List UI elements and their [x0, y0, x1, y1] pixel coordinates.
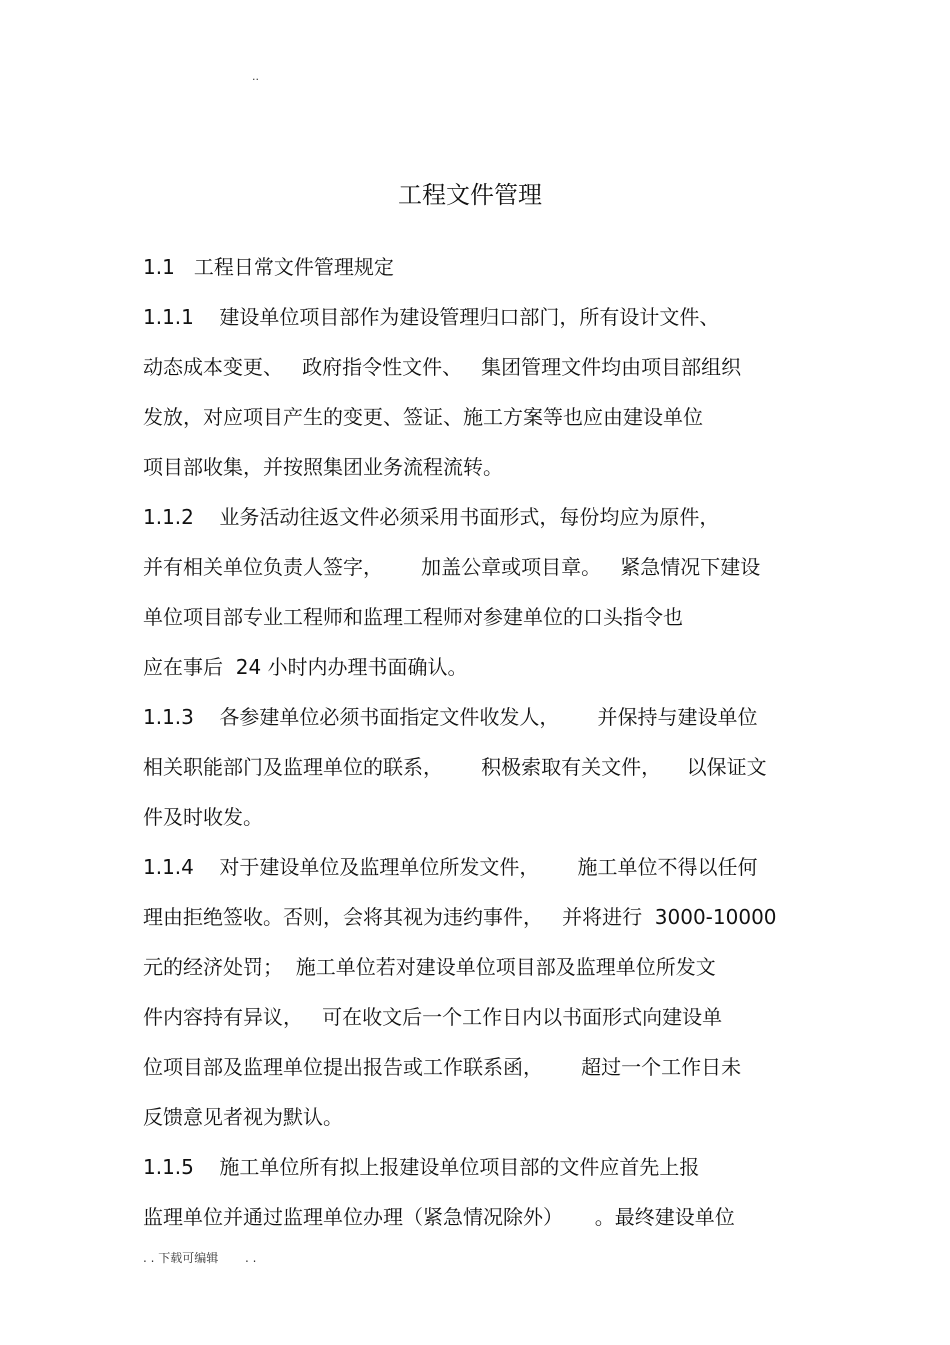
paragraph-line: 发放，对应项目产生的变更、签证、施工方案等也应由建设单位 [143, 405, 703, 429]
document-body [143, 247, 823, 1247]
paragraph-line: 理由拒绝签收。否则，会将其视为违约事件， 并将进行 3000-10000 [143, 905, 777, 929]
paragraph-line: 相关职能部门及监理单位的联系， 积极索取有关文件， 以保证文 [143, 755, 767, 779]
paragraph-line: 反馈意见者视为默认。 [143, 1105, 343, 1129]
paragraph-line: 1.1.2 业务活动往返文件必须采用书面形式，每份均应为原件， [143, 505, 720, 529]
paragraph-line: 元的经济处罚； 施工单位若对建设单位项目部及监理单位所发文 [143, 955, 716, 979]
paragraph-line: 项目部收集，并按照集团业务流程流转。 [143, 455, 503, 479]
paragraph-line: 单位项目部专业工程师和监理工程师对参建单位的口头指令也 [143, 605, 683, 629]
paragraph-line: 件及时收发。 [143, 805, 263, 829]
paragraph-line: 动态成本变更、 政府指令性文件、 集团管理文件均由项目部组织 [143, 355, 742, 379]
paragraph-line: 1.1.3 各参建单位必须书面指定文件收发人， 并保持与建设单位 [143, 705, 758, 729]
paragraph-line: 并有相关单位负责人签字， 加盖公章或项目章。 紧急情况下建设 [143, 555, 761, 579]
paragraph-line: 监理单位并通过监理单位办理（紧急情况除外） 。最终建设单位 [143, 1205, 735, 1229]
paragraph-line: 件内容持有异议， 可在收文后一个工作日内以书面形式向建设单 [143, 1005, 723, 1029]
section-heading-1-1: 1.1 工程日常文件管理规定 [143, 255, 394, 279]
header-mark: .. [252, 70, 259, 83]
paragraph-line: 1.1.4 对于建设单位及监理单位所发文件， 施工单位不得以任何 [143, 855, 758, 879]
page-footer: . . 下载可编辑 . . [143, 1251, 257, 1265]
paragraph-line: 1.1.5 施工单位所有拟上报建设单位项目部的文件应首先上报 [143, 1155, 700, 1179]
paragraph-line: 1.1.1 建设单位项目部作为建设管理归口部门，所有设计文件、 [143, 305, 720, 329]
paragraph-line: 位项目部及监理单位提出报告或工作联系函， 超过一个工作日未 [143, 1055, 742, 1079]
paragraph-line: 应在事后 24 小时内办理书面确认。 [143, 655, 468, 679]
document-title: 工程文件管理 [398, 181, 542, 209]
